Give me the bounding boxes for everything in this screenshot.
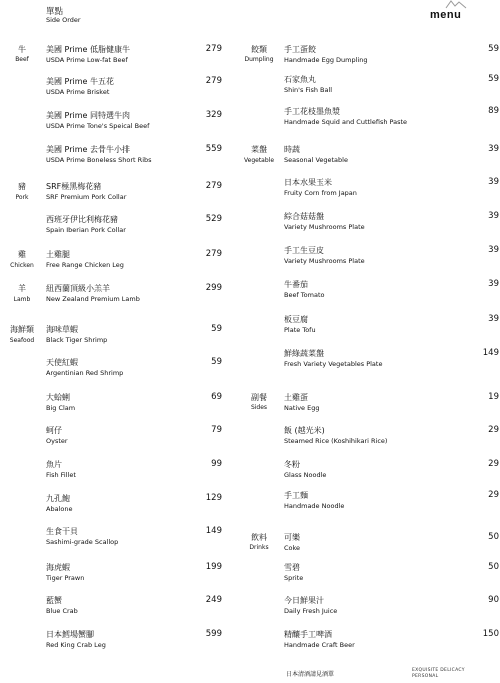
- item-name: 冬粉: [284, 460, 300, 469]
- category-seafood-en: Seafood: [9, 337, 35, 344]
- item-name: 鮮綠蔬菜盤: [284, 349, 324, 358]
- item-name-en: Daily Fresh Juice: [284, 607, 338, 615]
- item-name: 今日鮮果汁: [284, 596, 324, 605]
- item-name: 九孔鮑: [46, 494, 70, 503]
- item-name: 土雞蛋: [284, 393, 308, 402]
- item-name-en: Variety Mushrooms Plate: [284, 257, 365, 265]
- category-drinks: 飲料: [251, 533, 267, 542]
- item-price: 59: [211, 357, 222, 367]
- item-price: 150: [482, 629, 499, 639]
- category-pork: 豬: [18, 182, 26, 191]
- item-price: 99: [211, 459, 222, 469]
- item-price: 329: [205, 110, 222, 120]
- item-name-en: Steamed Rice (Koshihikari Rice): [284, 437, 388, 445]
- item-price: 279: [205, 76, 222, 86]
- item-name: 天使紅蝦: [46, 358, 78, 367]
- category-beef-en: Beef: [15, 56, 29, 63]
- page-subtitle: Side Order: [46, 16, 81, 24]
- item-name-en: Oyster: [46, 437, 68, 445]
- item-name-en: Variety Mushrooms Plate: [284, 223, 365, 231]
- category-chicken-en: Chicken: [10, 262, 34, 269]
- item-price: 559: [205, 144, 222, 154]
- item-price: 149: [205, 526, 222, 536]
- item-name-en: Fresh Variety Vegetables Plate: [284, 360, 383, 368]
- item-name-en: Abalone: [46, 505, 73, 513]
- item-name-en: Blue Crab: [46, 607, 78, 615]
- item-price: 39: [488, 144, 499, 154]
- item-price: 39: [488, 211, 499, 221]
- item-name-en: Native Egg: [284, 404, 320, 412]
- item-price: 149: [482, 348, 499, 358]
- item-name: 綜合菇菇盤: [284, 212, 324, 221]
- item-price: 249: [205, 595, 222, 605]
- item-name: 美國 Prime 低脂健康牛: [46, 45, 130, 54]
- item-name: 精釀手工啤酒: [284, 630, 332, 639]
- page-title: 單點: [46, 7, 64, 17]
- item-name: 石家魚丸: [284, 75, 316, 84]
- item-name-en: USDA Prime Low-fat Beef: [46, 56, 128, 64]
- category-dumpling: 餃類: [251, 45, 267, 54]
- item-name: 美國 Prime 同特選牛肉: [46, 111, 130, 120]
- item-name-en: Argentinian Red Shrimp: [46, 369, 124, 377]
- item-name-en: Fruity Corn from Japan: [284, 189, 357, 197]
- item-price: 59: [211, 324, 222, 334]
- item-price: 29: [488, 459, 499, 469]
- category-vegetable-en: Vegetable: [243, 157, 275, 164]
- item-name-en: Plate Tofu: [284, 326, 316, 334]
- item-name-en: Handmade Craft Beer: [284, 641, 355, 649]
- item-name-en: Shin's Fish Ball: [284, 86, 333, 94]
- item-price: 50: [488, 532, 499, 542]
- item-name: 藍蟹: [46, 596, 62, 605]
- category-beef: 牛: [18, 45, 26, 54]
- item-price: 39: [488, 279, 499, 289]
- item-name: 土雞腿: [46, 250, 70, 259]
- category-chicken: 雞: [18, 250, 26, 259]
- item-price: 39: [488, 245, 499, 255]
- item-price: 59: [488, 74, 499, 84]
- item-name: 手工花枝墨魚漿: [284, 107, 340, 116]
- item-price: 599: [205, 629, 222, 639]
- item-name: 美國 Prime 去骨牛小排: [46, 145, 130, 154]
- item-name: 生食干貝: [46, 527, 78, 536]
- category-seafood: 海鮮類: [10, 325, 34, 334]
- item-name-en: USDA Prime Boneless Short Ribs: [46, 156, 152, 164]
- item-price: 279: [205, 44, 222, 54]
- item-name: 大蛤蜊: [46, 393, 70, 402]
- item-name-en: Sashimi-grade Scallop: [46, 538, 119, 546]
- item-name-en: Coke: [284, 544, 301, 552]
- item-name: 可樂: [284, 533, 300, 542]
- item-price: 199: [205, 562, 222, 572]
- item-name: SRF極黑梅花豬: [46, 182, 102, 191]
- item-price: 279: [205, 181, 222, 191]
- left-menu-column: [0, 0, 225, 683]
- sake-note: 日本清酒請見酒單: [286, 671, 335, 678]
- item-name: 板豆腐: [284, 315, 308, 324]
- item-price: 39: [488, 314, 499, 324]
- item-name-en: Handmade Egg Dumpling: [284, 56, 368, 64]
- item-price: 90: [488, 595, 499, 605]
- item-name-en: Glass Noodle: [284, 471, 327, 479]
- item-name: 牛番茄: [284, 280, 308, 289]
- item-name-en: Handmade Noodle: [284, 502, 345, 510]
- item-name: 蚵仔: [46, 426, 62, 435]
- item-price: 29: [488, 490, 499, 500]
- category-drinks-en: Drinks: [249, 544, 269, 551]
- item-name-en: Sprite: [284, 574, 304, 582]
- item-name-en: USDA Prime Brisket: [46, 88, 110, 96]
- item-name: 手工生豆皮: [284, 246, 324, 255]
- item-name: 雪碧: [284, 563, 300, 572]
- item-price: 79: [211, 425, 222, 435]
- item-name: 日本水果玉米: [284, 178, 332, 187]
- item-name-en: USDA Prime Tone's Speical Beef: [46, 122, 150, 130]
- item-name-en: Handmade Squid and Cuttlefish Paste: [284, 118, 408, 126]
- item-name: 紐西蘭頂級小羔羊: [46, 284, 110, 293]
- item-name-en: SRF Premium Pork Collar: [46, 193, 127, 201]
- item-name-en: Black Tiger Shrimp: [46, 336, 108, 344]
- item-price: 29: [488, 425, 499, 435]
- item-name: 時蔬: [284, 145, 300, 154]
- logo-wordmark: menu: [430, 9, 462, 21]
- item-name: 手工蛋餃: [284, 45, 316, 54]
- category-lamb-en: Lamb: [13, 296, 31, 303]
- item-name-en: Tiger Prawn: [46, 574, 85, 582]
- item-name-en: Red King Crab Leg: [46, 641, 106, 649]
- item-name: 海味草蝦: [46, 325, 78, 334]
- item-name-en: Free Range Chicken Leg: [46, 261, 124, 269]
- right-menu-column: [237, 0, 500, 683]
- category-dumpling-en: Dumpling: [244, 56, 274, 63]
- category-vegetable: 菜盤: [251, 145, 267, 154]
- item-price: 89: [488, 106, 499, 116]
- item-price: 19: [488, 392, 499, 402]
- item-name: 海虎蝦: [46, 563, 70, 572]
- category-sides: 副餐: [251, 393, 267, 402]
- item-name-en: Beef Tomato: [284, 291, 325, 299]
- category-lamb: 羊: [18, 284, 26, 293]
- item-name-en: New Zealand Premium Lamb: [46, 295, 140, 303]
- item-name: 日本鱈場蟹腳: [46, 630, 94, 639]
- item-name-en: Fish Fillet: [46, 471, 76, 479]
- item-name: 美國 Prime 牛五花: [46, 77, 114, 86]
- item-name: 魚片: [46, 460, 62, 469]
- item-price: 50: [488, 562, 499, 572]
- item-price: 299: [205, 283, 222, 293]
- item-name-en: Big Clam: [46, 404, 76, 412]
- item-name: 西班牙伊比利梅花豬: [46, 215, 118, 224]
- item-price: 59: [488, 44, 499, 54]
- item-name: 手工麵: [284, 491, 308, 500]
- item-price: 129: [205, 493, 222, 503]
- tagline-line-1: EXQUISITE DELICACY: [412, 668, 465, 673]
- tagline-line-2: PERSONAL: [412, 674, 439, 679]
- category-sides-en: Sides: [250, 404, 268, 411]
- item-name: 飯 (越光米): [284, 426, 325, 435]
- item-price: 69: [211, 392, 222, 402]
- item-name-en: Spain Iberian Pork Collar: [46, 226, 126, 234]
- item-price: 279: [205, 249, 222, 259]
- brand-tagline: [412, 668, 465, 680]
- category-pork-en: Pork: [15, 194, 29, 201]
- item-name-en: Seasonal Vegetable: [284, 156, 348, 164]
- item-price: 39: [488, 177, 499, 187]
- item-price: 529: [205, 214, 222, 224]
